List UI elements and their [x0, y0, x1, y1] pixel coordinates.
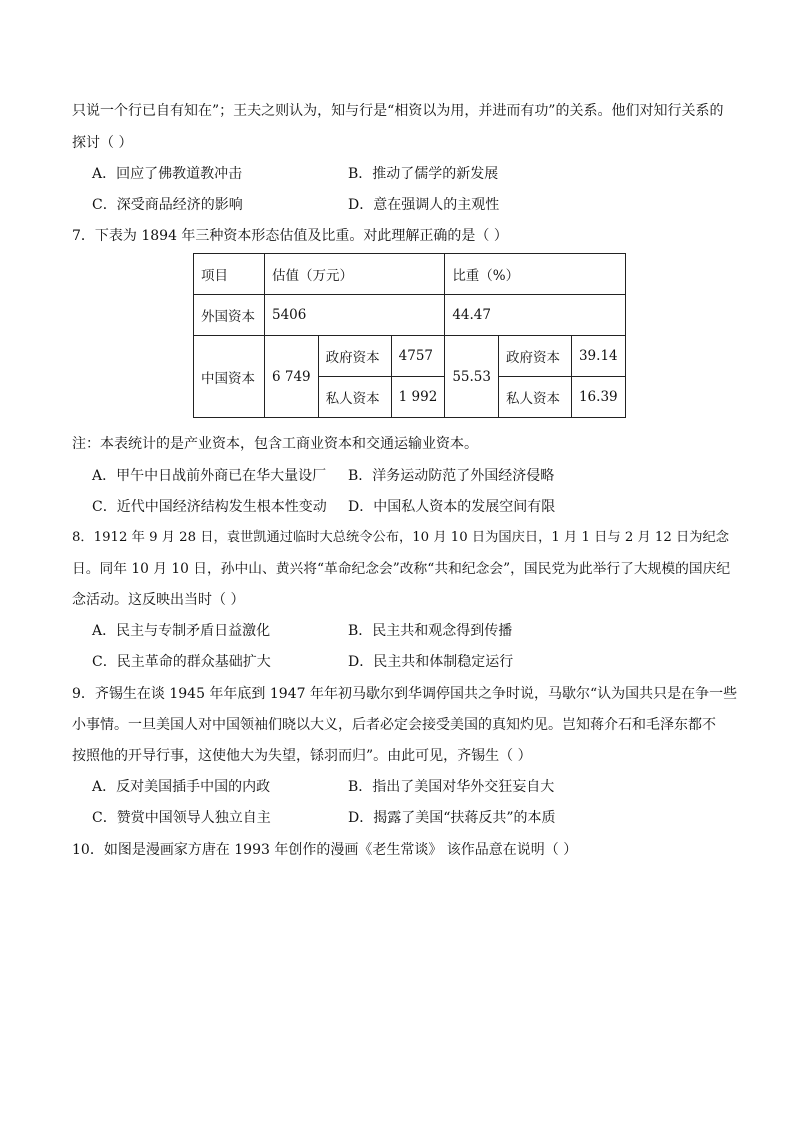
- foreign-ratio: 44.47: [445, 295, 625, 336]
- header-item: 项目: [194, 254, 265, 295]
- q7-option-c: C．近代中国经济结构发生根本性变动: [92, 499, 327, 515]
- q8-stem-line1: 8．1912 年 9 月 28 日，袁世凯通过临时大总统令公布，10 月 10 日为国庆日，1 月 1 日与 2 月 12 日为纪念: [72, 530, 729, 545]
- q7-note: 注：本表统计的是产业资本，包含工商业资本和交通运输业资本。: [72, 436, 478, 452]
- q6-stem-line1: 只说一个行已自有知在”；王夫之则认为，知与行是“相资以为用，并进而有功”的关系。他们对知行关系的: [72, 103, 724, 119]
- chinese-value: 6 749: [265, 336, 319, 418]
- header-value: 估值（万元）: [265, 254, 445, 295]
- q9-stem-line3: 按照他的开导行事，这使他大为失望，铩羽而归”。由此可见，齐锡生（ ）: [72, 748, 532, 764]
- q7-option-a: A．甲午中日战前外商已在华大量设厂: [92, 468, 327, 484]
- private-ratio: 16.39: [571, 377, 625, 418]
- q6-option-d: D．意在强调人的主观性: [348, 197, 500, 213]
- q6-stem-line2: 探讨（ ）: [72, 135, 133, 151]
- q8-option-d: D．民主共和体制稳定运行: [348, 654, 514, 670]
- gov-label: 政府资本: [318, 336, 391, 377]
- private-label: 私人资本: [318, 377, 391, 418]
- q9-option-d: D．揭露了美国“扶蒋反共”的本质: [348, 810, 556, 826]
- table-row-foreign: [194, 295, 626, 336]
- chinese-ratio: 55.53: [445, 336, 499, 418]
- q7-option-b: B．洋务运动防范了外国经济侵略: [348, 468, 555, 484]
- q8-stem-line3: 念活动。这反映出当时（ ）: [72, 592, 245, 608]
- private-value: 1 992: [391, 377, 445, 418]
- capital-table: [193, 253, 626, 418]
- q8-stem-line2: 日。同年 10 月 10 日，孙中山、黄兴将“革命纪念会”改称“共和纪念会”，国民党为此举行了大规模的国庆纪: [72, 561, 731, 577]
- gov-ratio-label: 政府资本: [498, 336, 571, 377]
- q9-option-b: B．指出了美国对华外交狂妄自大: [348, 779, 555, 795]
- q9-stem-line2: 小事情。一旦美国人对中国领袖们晓以大义，后者必定会接受美国的真知灼见。岂知蒋介石和毛泽东都不: [72, 717, 716, 733]
- q6-option-c: C．深受商品经济的影响: [92, 197, 243, 213]
- q9-option-c: C．赞赏中国领导人独立自主: [92, 810, 271, 826]
- gov-value: 4757: [391, 336, 445, 377]
- q8-option-c: C．民主革命的群众基础扩大: [92, 654, 271, 670]
- q7-stem: 7．下表为 1894 年三种资本形态估值及比重。对此理解正确的是（ ）: [72, 228, 508, 244]
- q6-option-b: B．推动了儒学的新发展: [348, 166, 499, 182]
- q6-option-a: A．回应了佛教道教冲击: [92, 166, 243, 182]
- q8-option-a: A．民主与专制矛盾日益激化: [92, 623, 271, 639]
- foreign-label: 外国资本: [194, 295, 265, 336]
- chinese-label: 中国资本: [194, 336, 265, 418]
- table-row-chinese-gov: [194, 336, 626, 377]
- foreign-value: 5406: [265, 295, 445, 336]
- table-header-row: [194, 254, 626, 295]
- q9-option-a: A．反对美国插手中国的内政: [92, 779, 271, 795]
- q10-stem: 10．如图是漫画家方唐在 1993 年创作的漫画《老生常谈》 该作品意在说明（ ）: [72, 842, 578, 858]
- q8-option-b: B．民主共和观念得到传播: [348, 623, 513, 639]
- q7-option-d: D．中国私人资本的发展空间有限: [348, 499, 556, 515]
- q9-stem-line1: 9．齐锡生在谈 1945 年年底到 1947 年年初马歇尔到华调停国共之争时说，马歇尔“认为国共只是在争一些: [72, 686, 738, 702]
- private-ratio-label: 私人资本: [498, 377, 571, 418]
- gov-ratio: 39.14: [571, 336, 625, 377]
- header-ratio: 比重（%）: [445, 254, 625, 295]
